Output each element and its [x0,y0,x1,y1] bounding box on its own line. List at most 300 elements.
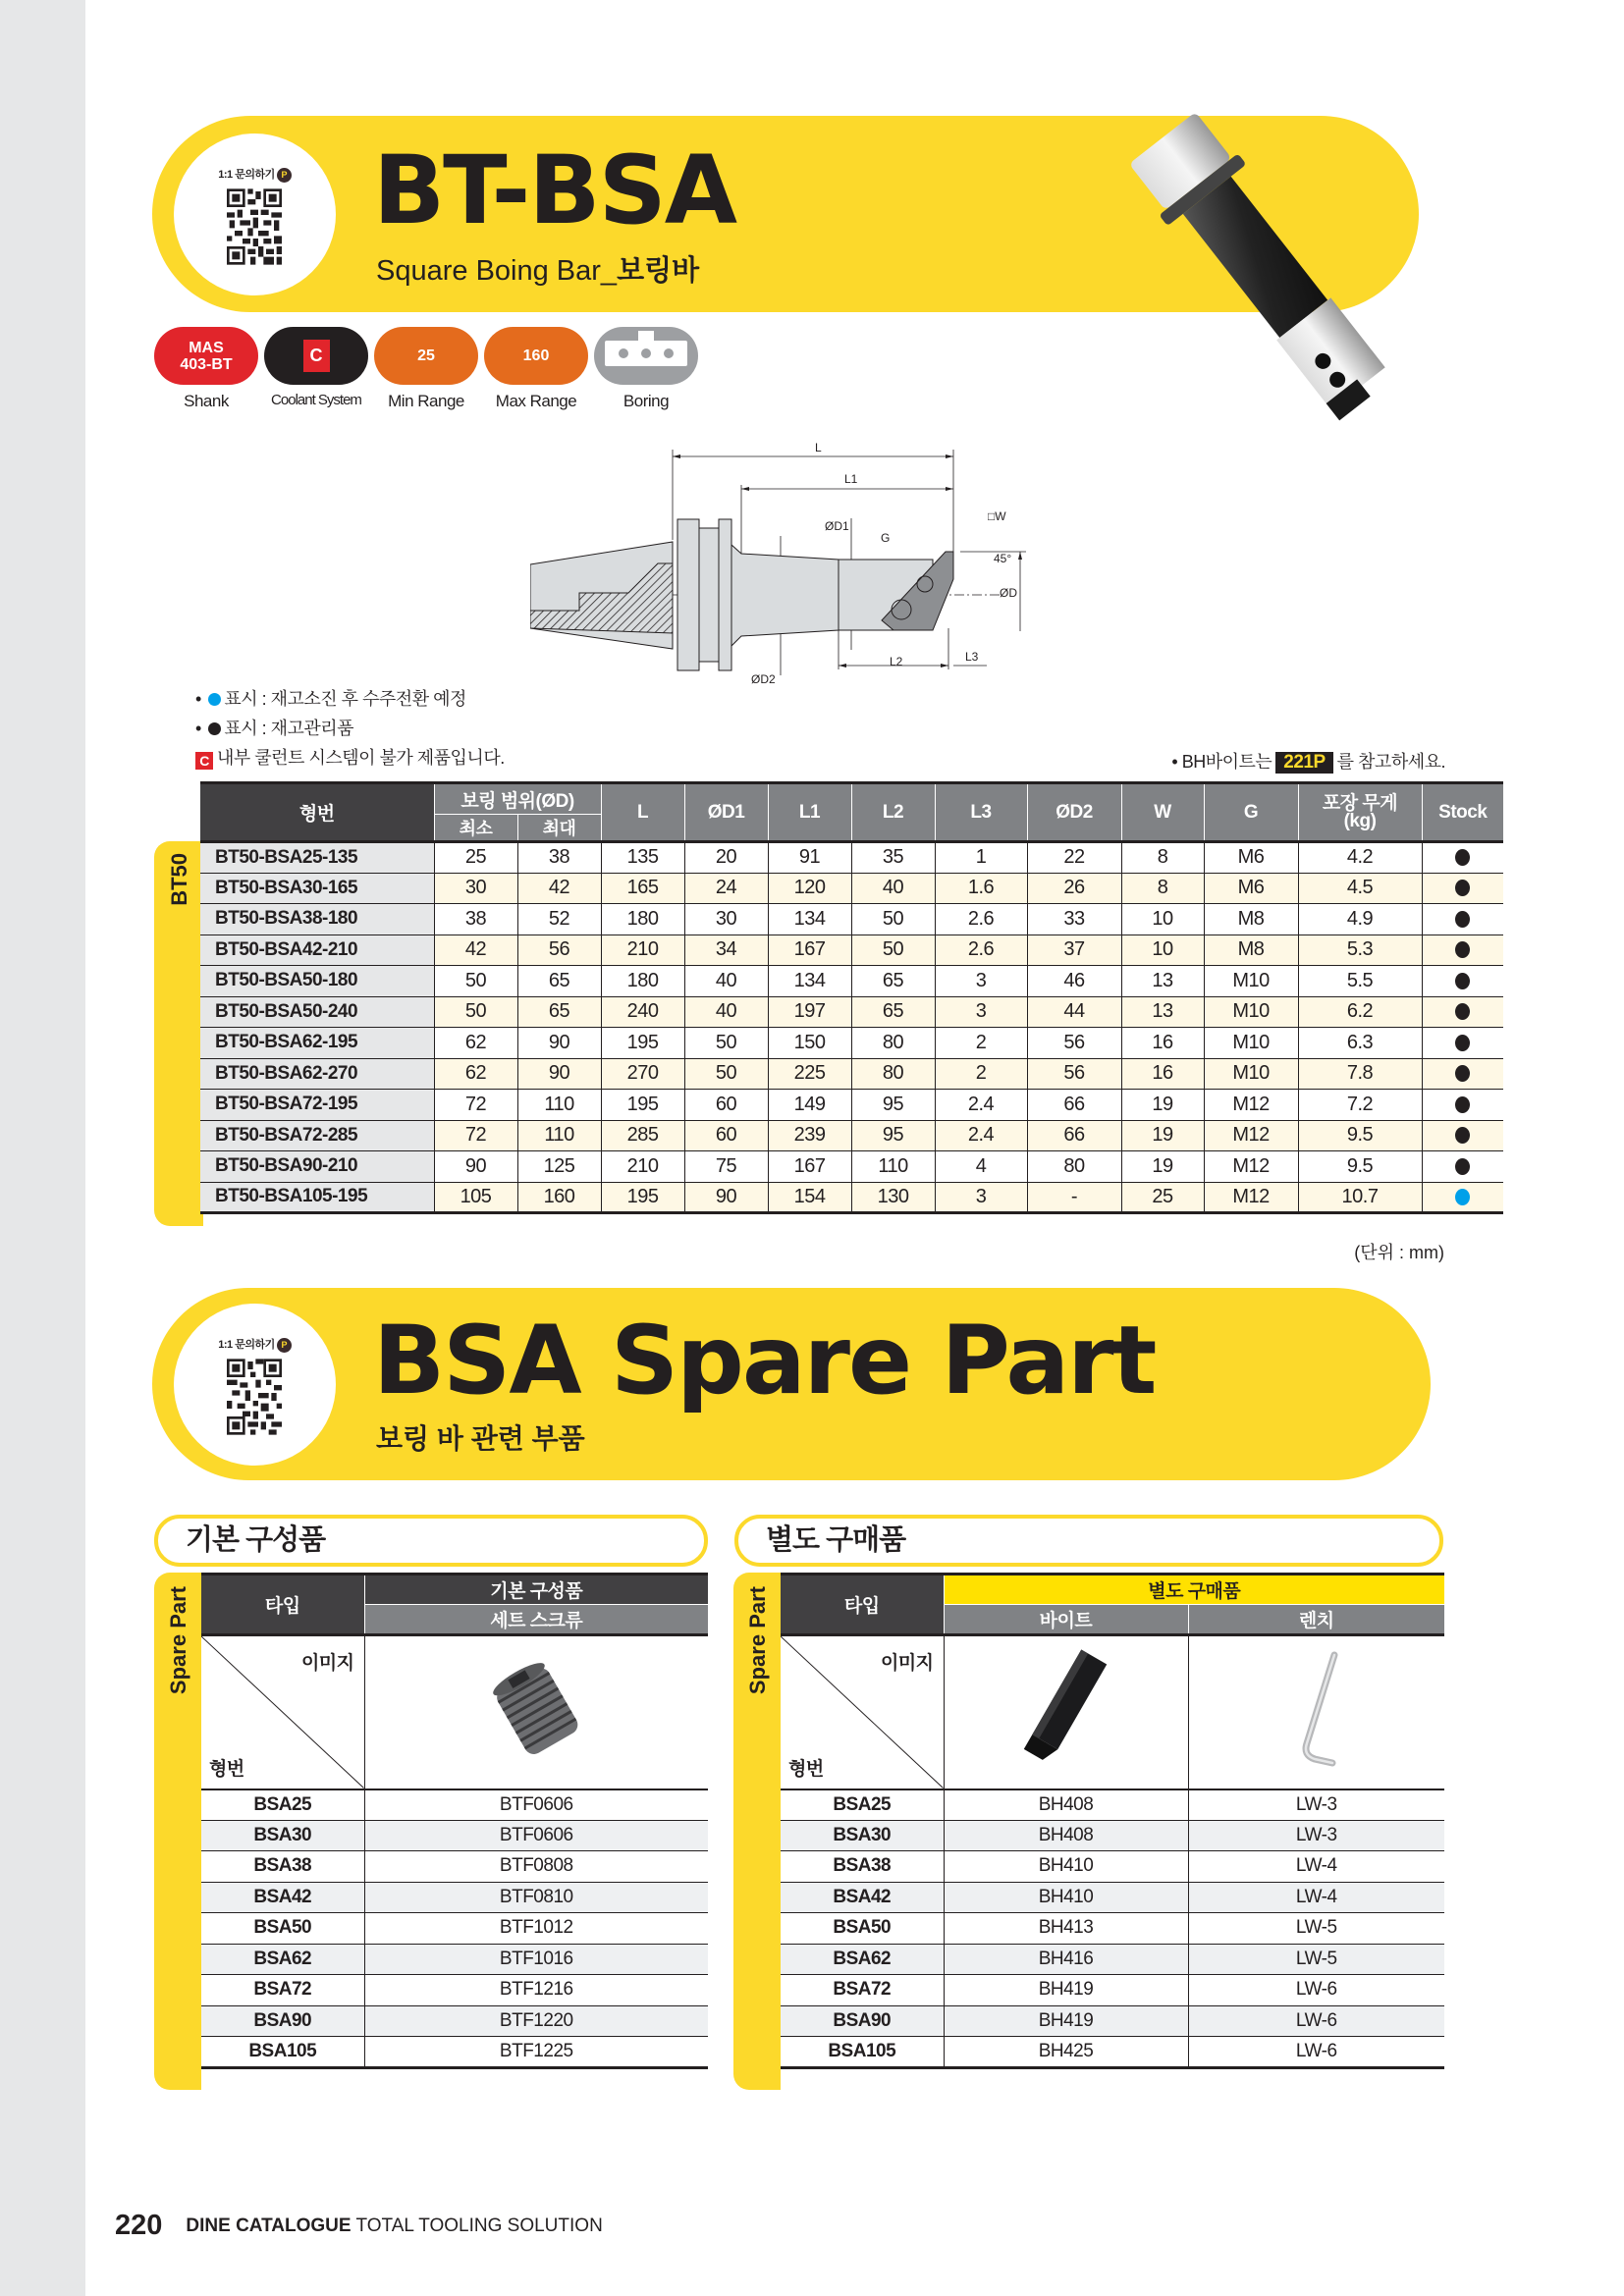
cell-l: 285 [601,1120,684,1151]
cell-min: 50 [434,966,517,997]
cell-l1: 134 [768,966,851,997]
cell-l2: 50 [851,934,935,966]
bite-cell: BH425 [944,2037,1188,2068]
set-screw-cell: BTF1216 [364,1975,708,2006]
cell-g: M12 [1204,1182,1298,1213]
table-row [200,1151,1503,1183]
stock-cell [1422,934,1503,966]
cell-d2: 22 [1027,842,1121,874]
cell-weight: 5.5 [1298,966,1422,997]
cell-l1: 120 [768,873,851,904]
cell-l1: 150 [768,1028,851,1059]
cell-l3: 3 [935,1182,1027,1213]
col-D2: ØD2 [1027,783,1121,842]
model-cell: BSA90 [201,2005,364,2037]
table-row [200,1182,1503,1213]
dim-W: □W [988,509,1006,523]
cell-max: 110 [517,1120,601,1151]
model-cell: BT50-BSA50-240 [200,996,434,1028]
dim-L2: L2 [890,655,903,668]
cell-l1: 197 [768,996,851,1028]
model-cell: BSA42 [781,1882,944,1913]
cell-d2: 33 [1027,904,1121,935]
legend-notes [195,684,505,773]
type-diagonal-cell: 이미지 형번 [201,1635,364,1789]
col-D1: ØD1 [684,783,768,842]
cell-d1: 60 [684,1090,768,1121]
stock-black-dot-icon [1455,973,1470,989]
wrench-cell: LW-6 [1188,2037,1444,2068]
col-set-screw: 세트 스크류 [364,1605,708,1635]
cell-l3: 1 [935,842,1027,874]
cell-weight: 6.3 [1298,1028,1422,1059]
qr-code-icon[interactable] [227,1359,282,1435]
col-L3: L3 [935,783,1027,842]
list-item [201,1913,708,1945]
col-range-max: 최대 [517,815,601,842]
cell-g: M12 [1204,1120,1298,1151]
cell-l: 210 [601,1151,684,1183]
bite-cell: BH413 [944,1913,1188,1945]
cell-l2: 65 [851,996,935,1028]
cell-g: M6 [1204,873,1298,904]
table-row [200,1058,1503,1090]
stock-cell [1422,1182,1503,1213]
cell-d1: 24 [684,873,768,904]
bite-cell: BH419 [944,1975,1188,2006]
cell-l2: 130 [851,1182,935,1213]
table-row [200,842,1503,874]
col-stock: Stock [1422,783,1503,842]
stock-cell [1422,1090,1503,1121]
wrench-cell: LW-5 [1188,1913,1444,1945]
cell-max: 38 [517,842,601,874]
col-basic-group: 기본 구성품 [364,1575,708,1605]
cell-l2: 95 [851,1090,935,1121]
cell-w: 16 [1121,1058,1204,1090]
bite-cell: BH408 [944,1820,1188,1851]
note-blue: • 표시 : 재고소진 후 수주전환 예정 [195,689,466,709]
model-cell: BSA50 [781,1913,944,1945]
model-cell: BSA30 [201,1820,364,1851]
table-row [200,1120,1503,1151]
cell-d2: 56 [1027,1058,1121,1090]
cell-min: 38 [434,904,517,935]
stock-black-dot-icon [1455,1035,1470,1051]
cell-max: 52 [517,904,601,935]
cell-d1: 34 [684,934,768,966]
qr-badge[interactable] [174,133,336,295]
dim-D1: ØD1 [825,519,849,533]
set-screw-cell: BTF1220 [364,2005,708,2037]
col-range-min: 최소 [434,815,517,842]
dim-L: L [815,441,822,454]
cell-d1: 90 [684,1182,768,1213]
cell-l1: 154 [768,1182,851,1213]
cell-l: 195 [601,1028,684,1059]
separate-purchase-heading: 별도 구매품 [734,1515,1443,1567]
cell-d1: 60 [684,1120,768,1151]
model-cell: BSA105 [781,2037,944,2068]
cell-weight: 9.5 [1298,1151,1422,1183]
list-item [781,1913,1444,1945]
model-cell: BT50-BSA25-135 [200,842,434,874]
model-cell: BSA50 [201,1913,364,1945]
technical-drawing [530,432,1080,687]
model-cell: BT50-BSA62-195 [200,1028,434,1059]
stock-black-dot-icon [1455,1065,1470,1082]
separate-parts-table [781,1573,1444,2069]
cell-d1: 50 [684,1058,768,1090]
model-cell: BSA62 [201,1944,364,1975]
set-screw-cell: BTF0810 [364,1882,708,1913]
cell-l2: 110 [851,1151,935,1183]
cell-d1: 30 [684,904,768,935]
cell-w: 10 [1121,904,1204,935]
qr-label: 1:1 문의하기 P [174,1336,336,1353]
list-item [781,1789,1444,1821]
table-row [200,873,1503,904]
cell-l: 240 [601,996,684,1028]
table-row [200,904,1503,935]
cell-weight: 10.7 [1298,1182,1422,1213]
spec-shank: MAS 403-BT Shank [154,327,258,411]
cell-l1: 134 [768,904,851,935]
dim-D2: ØD2 [751,672,776,686]
cell-l3: 2.4 [935,1090,1027,1121]
cell-g: M10 [1204,966,1298,997]
cell-d2: 56 [1027,1028,1121,1059]
group-tab-bt50: BT50 [154,841,203,1226]
page-reference-link[interactable]: 221P [1275,752,1332,774]
wrench-image [1188,1635,1444,1789]
list-item [201,1975,708,2006]
specification-table [200,781,1503,1214]
cell-min: 42 [434,934,517,966]
cell-l: 210 [601,934,684,966]
cell-l2: 80 [851,1058,935,1090]
spec-icons [154,327,698,411]
stock-cell [1422,873,1503,904]
table-row [200,1028,1503,1059]
cell-l2: 50 [851,904,935,935]
cell-weight: 4.2 [1298,842,1422,874]
coolant-c-icon: C [195,752,213,770]
dim-L1: L1 [844,472,858,486]
stock-black-dot-icon [1455,1003,1470,1020]
cell-d1: 40 [684,996,768,1028]
set-screw-cell: BTF1012 [364,1913,708,1945]
inquiry-icon: P [277,1338,292,1353]
blue-dot-icon [208,693,221,706]
bite-cell: BH408 [944,1789,1188,1821]
stock-black-dot-icon [1455,1127,1470,1144]
model-cell: BSA90 [781,2005,944,2037]
cell-max: 90 [517,1058,601,1090]
page-number: 220 [115,2210,163,2241]
cell-d1: 75 [684,1151,768,1183]
table-row [200,996,1503,1028]
list-item [201,1851,708,1883]
cell-l2: 80 [851,1028,935,1059]
page-footer [115,2210,603,2242]
cell-w: 19 [1121,1090,1204,1121]
cell-max: 65 [517,966,601,997]
list-item [201,2005,708,2037]
section-subtitle: 보링 바 관련 부품 [376,1423,585,1454]
table-row [200,934,1503,966]
spare-part-tab: Spare Part [733,1573,781,2090]
qr-label: 1:1 문의하기 P [174,166,336,183]
model-cell: BSA42 [201,1882,364,1913]
cell-min: 90 [434,1151,517,1183]
model-cell: BT50-BSA62-270 [200,1058,434,1090]
spec-max-range: 160 Max Range [484,327,588,411]
wrench-cell: LW-4 [1188,1851,1444,1883]
col-type: 타입 [781,1575,944,1635]
cell-l3: 2.6 [935,904,1027,935]
boring-bite-icon [1012,1645,1120,1773]
section-title: BSA Spare Part [373,1306,1156,1415]
cell-min: 72 [434,1090,517,1121]
cell-weight: 4.5 [1298,873,1422,904]
cell-min: 72 [434,1120,517,1151]
set-screw-cell: BTF0808 [364,1851,708,1883]
cell-g: M12 [1204,1151,1298,1183]
cell-d2: 26 [1027,873,1121,904]
list-item [201,1789,708,1821]
qr-code-icon[interactable] [227,188,282,265]
cell-min: 62 [434,1028,517,1059]
set-screw-cell: BTF1016 [364,1944,708,1975]
min-range-badge: 25 [374,327,478,385]
page-title: BT-BSA [373,135,735,245]
model-cell: BSA25 [781,1789,944,1821]
cell-g: M8 [1204,904,1298,935]
cell-l2: 40 [851,873,935,904]
wrench-cell: LW-5 [1188,1944,1444,1975]
cell-w: 8 [1121,873,1204,904]
cell-w: 13 [1121,996,1204,1028]
cell-d2: 80 [1027,1151,1121,1183]
black-dot-icon [208,722,221,735]
col-W: W [1121,783,1204,842]
col-G: G [1204,783,1298,842]
cell-weight: 7.2 [1298,1090,1422,1121]
stock-black-dot-icon [1455,849,1470,866]
model-cell: BT50-BSA42-210 [200,934,434,966]
cell-max: 160 [517,1182,601,1213]
shank-badge: MAS 403-BT [154,327,258,385]
spec-coolant: C Coolant System [264,327,368,411]
model-cell: BSA25 [201,1789,364,1821]
cell-w: 19 [1121,1120,1204,1151]
cell-g: M12 [1204,1090,1298,1121]
stock-cell [1422,1028,1503,1059]
coolant-badge: C [264,327,368,385]
col-weight: 포장 무게 (kg) [1298,783,1422,842]
model-cell: BT50-BSA30-165 [200,873,434,904]
dim-angle: 45° [994,552,1012,565]
spec-boring: Boring [594,327,698,411]
list-item [781,2005,1444,2037]
cell-l2: 65 [851,966,935,997]
cell-d2: 44 [1027,996,1121,1028]
set-screw-image [364,1635,708,1789]
cell-l3: 3 [935,996,1027,1028]
wrench-cell: LW-6 [1188,2005,1444,2037]
col-L: L [601,783,684,842]
catalogue-brand: DINE CATALOGUE [186,2216,352,2236]
model-cell: BSA30 [781,1820,944,1851]
cell-l: 165 [601,873,684,904]
cell-l2: 35 [851,842,935,874]
cell-l3: 2 [935,1028,1027,1059]
col-L1: L1 [768,783,851,842]
cell-l3: 3 [935,966,1027,997]
list-item [781,1820,1444,1851]
set-screw-cell: BTF1225 [364,2037,708,2068]
cell-min: 50 [434,996,517,1028]
basic-parts-heading: 기본 구성품 [154,1515,708,1567]
cell-l1: 239 [768,1120,851,1151]
list-item [781,1975,1444,2006]
stock-cell [1422,1058,1503,1090]
catalogue-tagline: TOTAL TOOLING SOLUTION [355,2216,603,2236]
list-item [201,1944,708,1975]
cell-w: 8 [1121,842,1204,874]
col-type: 타입 [201,1575,364,1635]
wrench-cell: LW-3 [1188,1789,1444,1821]
cell-d2: 66 [1027,1120,1121,1151]
model-cell: BT50-BSA38-180 [200,904,434,935]
cell-l: 270 [601,1058,684,1090]
model-cell: BSA38 [201,1851,364,1883]
cell-w: 10 [1121,934,1204,966]
cell-min: 105 [434,1182,517,1213]
cell-l1: 225 [768,1058,851,1090]
cell-max: 65 [517,996,601,1028]
wrench-cell: LW-3 [1188,1820,1444,1851]
set-screw-cell: BTF0606 [364,1820,708,1851]
cell-weight: 5.3 [1298,934,1422,966]
model-cell: BT50-BSA105-195 [200,1182,434,1213]
cell-l1: 149 [768,1090,851,1121]
cell-max: 110 [517,1090,601,1121]
set-screw-icon [482,1650,590,1768]
stock-black-dot-icon [1455,911,1470,928]
stock-cell [1422,996,1503,1028]
spare-part-tab: Spare Part [154,1573,201,2090]
cell-l3: 1.6 [935,873,1027,904]
bite-cell: BH416 [944,1944,1188,1975]
cell-min: 62 [434,1058,517,1090]
cell-max: 56 [517,934,601,966]
col-L2: L2 [851,783,935,842]
list-item [781,1882,1444,1913]
cell-l: 180 [601,904,684,935]
dim-G: G [881,531,891,545]
cell-l2: 95 [851,1120,935,1151]
bh-reference-note: • BH바이트는 221P 를 참고하세요. [1171,752,1445,773]
stock-black-dot-icon [1455,941,1470,958]
page-margin-strip [0,0,85,2296]
bite-cell: BH419 [944,2005,1188,2037]
stock-cell [1422,842,1503,874]
cell-l3: 4 [935,1151,1027,1183]
hex-wrench-icon [1277,1645,1356,1773]
model-cell: BT50-BSA50-180 [200,966,434,997]
col-model: 형번 [200,783,434,842]
cell-g: M6 [1204,842,1298,874]
col-extra-group: 별도 구매품 [944,1575,1444,1605]
model-cell: BSA72 [201,1975,364,2006]
bite-image [944,1635,1188,1789]
model-cell: BSA62 [781,1944,944,1975]
qr-badge[interactable] [174,1304,336,1466]
list-item [781,1944,1444,1975]
model-cell: BT50-BSA72-195 [200,1090,434,1121]
cell-weight: 7.8 [1298,1058,1422,1090]
cell-d1: 50 [684,1028,768,1059]
boring-bar-product-image [1110,106,1443,440]
table-row [200,1090,1503,1121]
cell-g: M8 [1204,934,1298,966]
cell-w: 16 [1121,1028,1204,1059]
cell-l: 195 [601,1182,684,1213]
max-range-badge: 160 [484,327,588,385]
bite-cell: BH410 [944,1851,1188,1883]
cell-max: 90 [517,1028,601,1059]
cell-weight: 6.2 [1298,996,1422,1028]
list-item [781,1851,1444,1883]
boring-icon [594,327,698,385]
list-item [201,1820,708,1851]
cell-g: M10 [1204,996,1298,1028]
cell-g: M10 [1204,1028,1298,1059]
wrench-cell: LW-4 [1188,1882,1444,1913]
unit-note: (단위 : mm) [1354,1243,1444,1262]
cell-min: 30 [434,873,517,904]
col-range: 보링 범위(ØD) [434,783,601,815]
type-diagonal-cell: 이미지 형번 [781,1635,944,1789]
model-cell: BT50-BSA72-285 [200,1120,434,1151]
list-item [201,2037,708,2068]
cell-weight: 9.5 [1298,1120,1422,1151]
cell-l: 195 [601,1090,684,1121]
stock-black-dot-icon [1455,1158,1470,1175]
cell-l3: 2.4 [935,1120,1027,1151]
stock-black-dot-icon [1455,1096,1470,1113]
dim-D: ØD [1000,586,1017,600]
stock-black-dot-icon [1455,880,1470,896]
model-cell: BSA105 [201,2037,364,2068]
stock-cell [1422,1151,1503,1183]
cell-l1: 91 [768,842,851,874]
spare-part-banner [152,1288,1431,1480]
cell-d2: 37 [1027,934,1121,966]
inquiry-icon: P [277,168,292,183]
stock-cell [1422,904,1503,935]
dim-L3: L3 [965,650,979,664]
table-row [200,966,1503,997]
note-coolant: C 내부 쿨런트 시스템이 불가 제품입니다. [195,743,505,773]
cell-d2: 46 [1027,966,1121,997]
basic-parts-table [201,1573,708,2069]
cell-d1: 20 [684,842,768,874]
note-black: • 표시 : 재고관리품 [195,719,354,738]
model-cell: BSA72 [781,1975,944,2006]
